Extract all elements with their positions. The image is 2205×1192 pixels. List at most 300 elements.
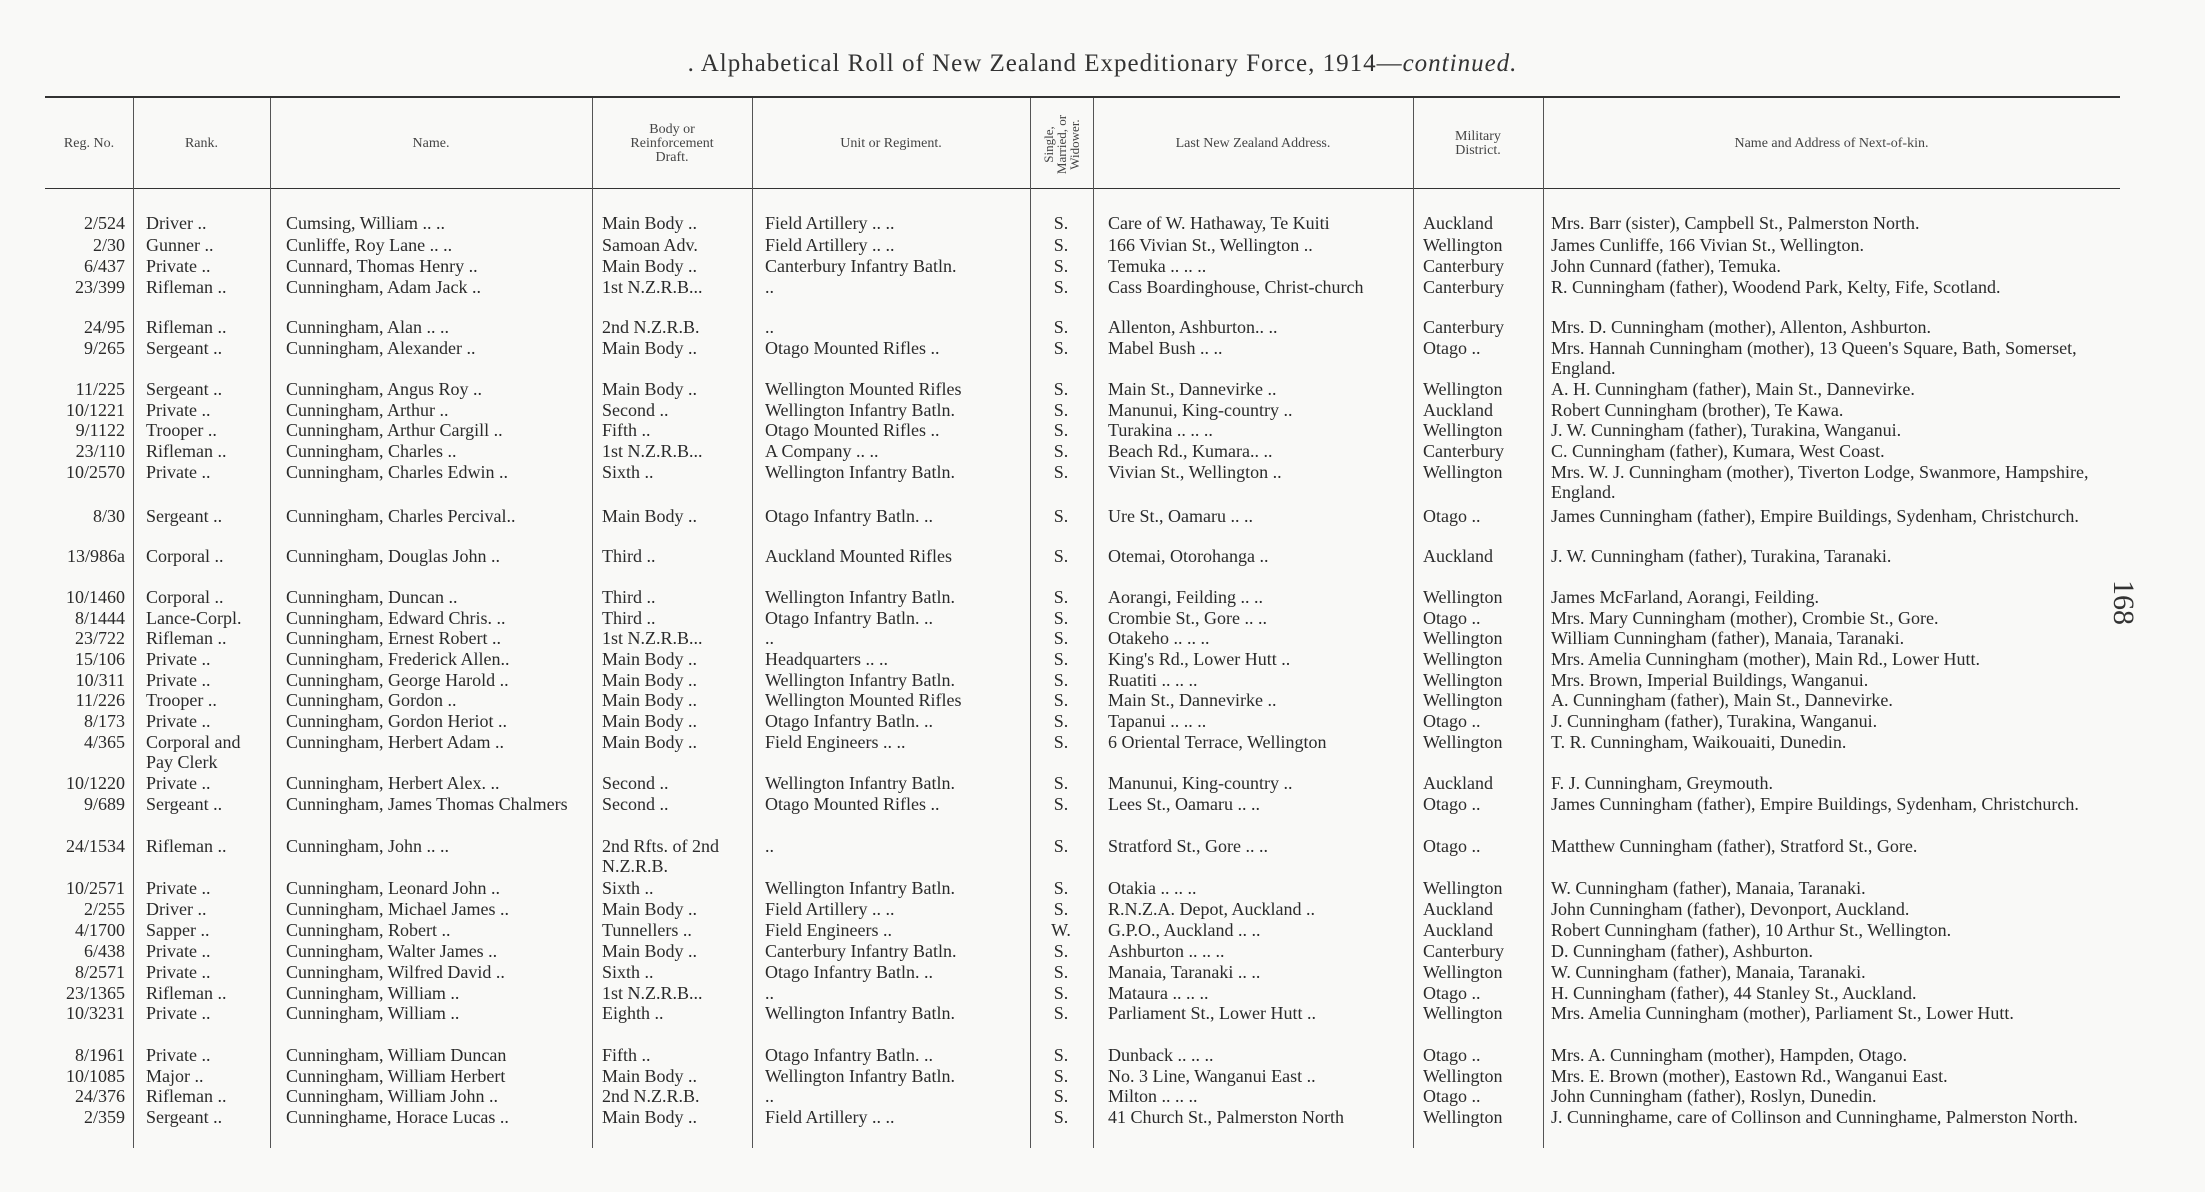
cell-next-of-kin: J. Cunningham (father), Turakina, Wanganui. (1551, 711, 1878, 731)
cell-rank: Sergeant .. (146, 794, 223, 814)
column-divider (270, 98, 271, 1148)
cell-military-district: Otago .. (1423, 338, 1481, 358)
cell-next-of-kin: John Cunningham (father), Devonport, Auckland. (1551, 899, 1910, 919)
cell-soldier-name: Cunnard, Thomas Henry .. (286, 256, 478, 276)
cell-soldier-name: Cunningham, Herbert Adam .. (286, 732, 504, 752)
cell-military-district: Canterbury (1423, 941, 1504, 961)
cell-reg-no: 9/689 (83, 794, 125, 814)
cell-unit: Otago Mounted Rifles .. (765, 420, 940, 440)
cell-marital-status: S. (1053, 1003, 1069, 1023)
cell-soldier-name: Cunningham, Herbert Alex. .. (286, 773, 500, 793)
cell-soldier-name: Cunningham, Charles Percival.. (286, 506, 516, 526)
cell-rank: Sergeant .. (146, 379, 223, 399)
cell-address: Ruatiti .. .. .. (1108, 670, 1198, 690)
cell-unit: Otago Infantry Batln. .. (765, 1045, 933, 1065)
cell-soldier-name: Cunningham, Edward Chris. .. (286, 608, 506, 628)
cell-reg-no: 10/1085 (65, 1066, 125, 1086)
cell-body-draft: 2nd N.Z.R.B. (602, 1086, 700, 1106)
cell-reg-no: 8/2571 (74, 962, 125, 982)
cell-rank: Rifleman .. (146, 277, 227, 297)
cell-rank: Driver .. (146, 899, 207, 919)
cell-military-district: Otago .. (1423, 983, 1481, 1003)
cell-next-of-kin: Mrs. Amelia Cunningham (mother), Parliament St., Lower Hutt. (1551, 1003, 2014, 1023)
cell-marital-status: S. (1053, 213, 1069, 233)
cell-reg-no: 10/3231 (65, 1003, 125, 1023)
header-rank: Rank. (184, 136, 219, 151)
cell-body-draft: Main Body .. (602, 899, 698, 919)
cell-rank: Rifleman .. (146, 983, 227, 1003)
cell-rank: Private .. (146, 400, 211, 420)
cell-next-of-kin: D. Cunningham (father), Ashburton. (1551, 941, 1813, 961)
cell-soldier-name: Cunningham, Angus Roy .. (286, 379, 483, 399)
cell-body-draft: Fifth .. (602, 420, 651, 440)
cell-rank: Major .. (146, 1066, 204, 1086)
cell-reg-no: 24/1534 (65, 836, 125, 856)
cell-next-of-kin: James McFarland, Aorangi, Feilding. (1551, 587, 1819, 607)
cell-reg-no: 13/986a (67, 546, 125, 566)
cell-next-of-kin: Mrs. W. J. Cunningham (mother), Tiverton Lodge, Swanmore, Hampshire, England. (1551, 462, 2089, 502)
cell-unit: Wellington Infantry Batln. (765, 878, 956, 898)
cell-next-of-kin: Matthew Cunningham (father), Stratford St., Gore. (1551, 836, 1918, 856)
cell-body-draft: 1st N.Z.R.B... (602, 983, 703, 1003)
cell-rank: Lance-Corpl. (146, 608, 242, 628)
cell-address: G.P.O., Auckland .. .. (1108, 920, 1261, 940)
cell-next-of-kin: Mrs. D. Cunningham (mother), Allenton, Ashburton. (1551, 317, 1931, 337)
cell-body-draft: Main Body .. (602, 690, 698, 710)
cell-unit: Wellington Mounted Rifles (765, 690, 962, 710)
cell-next-of-kin: John Cunningham (father), Roslyn, Dunedin. (1551, 1086, 1877, 1106)
cell-soldier-name: Cunningham, Gordon Heriot .. (286, 711, 507, 731)
cell-military-district: Auckland (1423, 213, 1493, 233)
cell-next-of-kin: Mrs. E. Brown (mother), Eastown Rd., Wanganui East. (1551, 1066, 1948, 1086)
cell-rank: Private .. (146, 711, 211, 731)
cell-reg-no: 8/30 (92, 506, 125, 526)
cell-soldier-name: Cunningham, Charles Edwin .. (286, 462, 508, 482)
cell-military-district: Canterbury (1423, 256, 1504, 276)
cell-military-district: Wellington (1423, 649, 1503, 669)
cell-soldier-name: Cunliffe, Roy Lane .. .. (286, 235, 453, 255)
cell-military-district: Otago .. (1423, 836, 1481, 856)
cell-body-draft: Main Body .. (602, 732, 698, 752)
cell-address: Manaia, Taranaki .. .. (1108, 962, 1261, 982)
cell-rank: Rifleman .. (146, 628, 227, 648)
cell-military-district: Canterbury (1423, 441, 1504, 461)
cell-rank: Rifleman .. (146, 836, 227, 856)
title-main: . Alphabetical Roll of New Zealand Expeditionary Force, 1914— (687, 50, 1403, 77)
cell-marital-status: S. (1053, 1066, 1069, 1086)
cell-marital-status: S. (1053, 794, 1069, 814)
cell-body-draft: Main Body .. (602, 338, 698, 358)
cell-body-draft: Main Body .. (602, 941, 698, 961)
header-next-of-kin: Name and Address of Next-of-kin. (1734, 136, 1929, 151)
cell-marital-status: S. (1053, 878, 1069, 898)
cell-next-of-kin: H. Cunningham (father), 44 Stanley St., Auckland. (1551, 983, 1917, 1003)
cell-marital-status: S. (1053, 628, 1069, 648)
cell-unit: Wellington Infantry Batln. (765, 773, 956, 793)
cell-soldier-name: Cunningham, William .. (286, 1003, 460, 1023)
cell-next-of-kin: A. Cunningham (father), Main St., Dannevirke. (1551, 690, 1893, 710)
cell-military-district: Wellington (1423, 1066, 1503, 1086)
cell-address: Main St., Dannevirke .. (1108, 690, 1277, 710)
cell-body-draft: Eighth .. (602, 1003, 664, 1023)
cell-military-district: Wellington (1423, 962, 1503, 982)
cell-address: Care of W. Hathaway, Te Kuiti (1108, 213, 1330, 233)
cell-reg-no: 15/106 (74, 649, 125, 669)
cell-marital-status: S. (1053, 277, 1069, 297)
cell-unit: .. (765, 277, 774, 297)
cell-body-draft: Sixth .. (602, 462, 654, 482)
cell-reg-no: 11/226 (75, 690, 125, 710)
cell-body-draft: Main Body .. (602, 506, 698, 526)
cell-body-draft: Second .. (602, 794, 669, 814)
cell-rank: Trooper .. (146, 690, 217, 710)
cell-address: Ure St., Oamaru .. .. (1108, 506, 1253, 526)
cell-next-of-kin: Mrs. A. Cunningham (mother), Hampden, Otago. (1551, 1045, 1907, 1065)
cell-next-of-kin: W. Cunningham (father), Manaia, Taranaki. (1551, 878, 1866, 898)
cell-next-of-kin: James Cunliffe, 166 Vivian St., Wellington. (1551, 235, 1864, 255)
header-district: Military District. (1455, 129, 1501, 158)
cell-address: Manunui, King-country .. (1108, 400, 1293, 420)
cell-address: Main St., Dannevirke .. (1108, 379, 1277, 399)
cell-soldier-name: Cunninghame, Horace Lucas .. (286, 1107, 509, 1127)
cell-unit: Field Artillery .. .. (765, 235, 895, 255)
cell-next-of-kin: T. R. Cunningham, Waikouaiti, Dunedin. (1551, 732, 1847, 752)
cell-unit: Otago Infantry Batln. .. (765, 962, 933, 982)
cell-address: 6 Oriental Terrace, Wellington (1108, 732, 1327, 752)
cell-body-draft: 2nd N.Z.R.B. (602, 317, 700, 337)
cell-body-draft: Samoan Adv. (602, 235, 698, 255)
cell-rank: Private .. (146, 878, 211, 898)
cell-marital-status: S. (1053, 773, 1069, 793)
cell-rank: Sergeant .. (146, 1107, 223, 1127)
cell-address: Dunback .. .. .. (1108, 1045, 1214, 1065)
cell-reg-no: 11/225 (75, 379, 125, 399)
cell-body-draft: Sixth .. (602, 878, 654, 898)
cell-reg-no: 6/438 (83, 941, 125, 961)
header-marital-status-text: Single, Married, or Widower. (1040, 114, 1082, 174)
cell-soldier-name: Cunningham, William Herbert (286, 1066, 506, 1086)
cell-soldier-name: Cunningham, Alan .. .. (286, 317, 449, 337)
cell-reg-no: 23/1365 (65, 983, 125, 1003)
cell-marital-status: S. (1053, 899, 1069, 919)
column-divider (1030, 98, 1031, 1148)
cell-marital-status: S. (1053, 608, 1069, 628)
cell-soldier-name: Cunningham, Walter James .. (286, 941, 498, 961)
cell-military-district: Otago .. (1423, 1086, 1481, 1106)
cell-military-district: Wellington (1423, 1107, 1503, 1127)
cell-body-draft: Main Body .. (602, 1107, 698, 1127)
cell-address: 166 Vivian St., Wellington .. (1108, 235, 1313, 255)
cell-unit: Field Artillery .. .. (765, 899, 895, 919)
cell-marital-status: S. (1053, 338, 1069, 358)
cell-address: Otakeho .. .. .. (1108, 628, 1210, 648)
cell-military-district: Wellington (1423, 1003, 1503, 1023)
cell-address: Parliament St., Lower Hutt .. (1108, 1003, 1316, 1023)
cell-marital-status: S. (1053, 1107, 1069, 1127)
cell-soldier-name: Cunningham, Robert .. (286, 920, 451, 940)
cell-unit: Field Artillery .. .. (765, 1107, 895, 1127)
cell-soldier-name: Cunningham, William Duncan (286, 1045, 507, 1065)
cell-marital-status: S. (1053, 670, 1069, 690)
cell-reg-no: 23/110 (75, 441, 125, 461)
cell-next-of-kin: F. J. Cunningham, Greymouth. (1551, 773, 1774, 793)
page-title (0, 50, 2205, 78)
cell-address: Cass Boardinghouse, Christ-church (1108, 277, 1364, 297)
header-marital-status (1030, 100, 1093, 188)
cell-soldier-name: Cunningham, James Thomas Chalmers (286, 794, 568, 814)
cell-reg-no: 2/30 (92, 235, 125, 255)
cell-next-of-kin: A. H. Cunningham (father), Main St., Dannevirke. (1551, 379, 1915, 399)
cell-reg-no: 10/311 (75, 670, 125, 690)
cell-unit: Otago Infantry Batln. .. (765, 608, 933, 628)
cell-rank: Private .. (146, 962, 211, 982)
cell-marital-status: S. (1053, 462, 1069, 482)
cell-body-draft: Third .. (602, 587, 656, 607)
cell-address: Mabel Bush .. .. (1108, 338, 1223, 358)
cell-body-draft: Second .. (602, 773, 669, 793)
cell-marital-status: S. (1053, 690, 1069, 710)
cell-body-draft: Main Body .. (602, 213, 698, 233)
cell-address: Allenton, Ashburton.. .. (1108, 317, 1278, 337)
cell-next-of-kin: Mrs. Amelia Cunningham (mother), Main Rd., Lower Hutt. (1551, 649, 1980, 669)
cell-reg-no: 9/265 (83, 338, 125, 358)
cell-military-district: Auckland (1423, 400, 1493, 420)
cell-military-district: Wellington (1423, 235, 1503, 255)
cell-military-district: Auckland (1423, 920, 1493, 940)
cell-rank: Private .. (146, 1003, 211, 1023)
cell-soldier-name: Cunningham, Arthur .. (286, 400, 449, 420)
cell-unit: .. (765, 1086, 774, 1106)
cell-soldier-name: Cunningham, Douglas John .. (286, 546, 500, 566)
cell-rank: Private .. (146, 941, 211, 961)
cell-reg-no: 9/1122 (75, 420, 125, 440)
header-top-rule (45, 96, 2120, 98)
cell-rank: Sapper .. (146, 920, 210, 940)
cell-military-district: Wellington (1423, 878, 1503, 898)
cell-rank: Private .. (146, 773, 211, 793)
cell-next-of-kin: Mrs. Brown, Imperial Buildings, Wanganui. (1551, 670, 1869, 690)
cell-body-draft: Main Body .. (602, 649, 698, 669)
header-unit: Unit or Regiment. (840, 136, 942, 151)
cell-military-district: Auckland (1423, 773, 1493, 793)
cell-next-of-kin: Robert Cunningham (father), 10 Arthur St., Wellington. (1551, 920, 1952, 940)
cell-marital-status: S. (1053, 1086, 1069, 1106)
cell-soldier-name: Cunningham, Frederick Allen.. (286, 649, 510, 669)
cell-marital-status: S. (1053, 441, 1069, 461)
cell-reg-no: 23/399 (74, 277, 125, 297)
cell-marital-status: S. (1053, 711, 1069, 731)
cell-soldier-name: Cunningham, John .. .. (286, 836, 450, 856)
cell-reg-no: 10/2571 (65, 878, 125, 898)
cell-reg-no: 10/1221 (65, 400, 125, 420)
cell-body-draft: Fifth .. (602, 1045, 651, 1065)
cell-military-district: Wellington (1423, 462, 1503, 482)
cell-military-district: Canterbury (1423, 277, 1504, 297)
cell-rank: Trooper .. (146, 420, 217, 440)
cell-body-draft: 1st N.Z.R.B... (602, 628, 703, 648)
cell-body-draft: 1st N.Z.R.B... (602, 277, 703, 297)
cell-marital-status: S. (1053, 235, 1069, 255)
cell-soldier-name: Cunningham, Gordon .. (286, 690, 457, 710)
cell-body-draft: Sixth .. (602, 962, 654, 982)
cell-marital-status: S. (1053, 420, 1069, 440)
cell-address: 41 Church St., Palmerston North (1108, 1107, 1344, 1127)
cell-military-district: Canterbury (1423, 317, 1504, 337)
title-continued: continued. (1402, 50, 1518, 77)
cell-unit: Headquarters .. .. (765, 649, 888, 669)
cell-unit: Wellington Infantry Batln. (765, 670, 956, 690)
cell-address: Manunui, King-country .. (1108, 773, 1293, 793)
cell-marital-status: W. (1051, 920, 1071, 940)
cell-address: R.N.Z.A. Depot, Auckland .. (1108, 899, 1315, 919)
cell-rank: Rifleman .. (146, 441, 227, 461)
cell-marital-status: S. (1053, 379, 1069, 399)
cell-reg-no: 8/1961 (74, 1045, 125, 1065)
page-number: 168 (2107, 580, 2140, 625)
cell-soldier-name: Cunningham, Duncan .. (286, 587, 458, 607)
cell-marital-status: S. (1053, 962, 1069, 982)
cell-next-of-kin: Mrs. Hannah Cunningham (mother), 13 Queen's Square, Bath, Somerset, England. (1551, 338, 2077, 378)
cell-next-of-kin: R. Cunningham (father), Woodend Park, Kelty, Fife, Scotland. (1551, 277, 2001, 297)
cell-reg-no: 10/1460 (65, 587, 125, 607)
cell-body-draft: Third .. (602, 546, 656, 566)
cell-address: Milton .. .. .. (1108, 1086, 1198, 1106)
cell-rank: Sergeant .. (146, 506, 223, 526)
cell-marital-status: S. (1053, 836, 1069, 856)
cell-address: Otemai, Otorohanga .. (1108, 546, 1269, 566)
cell-reg-no: 2/255 (83, 899, 125, 919)
cell-rank: Private .. (146, 1045, 211, 1065)
column-divider (1093, 98, 1094, 1148)
cell-reg-no: 10/1220 (65, 773, 125, 793)
cell-address: Aorangi, Feilding .. .. (1108, 587, 1263, 607)
cell-marital-status: S. (1053, 400, 1069, 420)
cell-unit: Wellington Infantry Batln. (765, 1066, 956, 1086)
cell-unit: Wellington Infantry Batln. (765, 400, 956, 420)
cell-rank: Sergeant .. (146, 338, 223, 358)
column-divider (133, 98, 134, 1148)
cell-soldier-name: Cunningham, Charles .. (286, 441, 457, 461)
cell-address: Turakina .. .. .. (1108, 420, 1213, 440)
cell-rank: Corporal .. (146, 587, 224, 607)
cell-reg-no: 24/95 (83, 317, 125, 337)
cell-soldier-name: Cunningham, George Harold .. (286, 670, 509, 690)
cell-rank: Gunner .. (146, 235, 214, 255)
cell-unit: Otago Infantry Batln. .. (765, 506, 933, 526)
cell-rank: Private .. (146, 256, 211, 276)
cell-address: Stratford St., Gore .. .. (1108, 836, 1268, 856)
cell-address: Ashburton .. .. .. (1108, 941, 1225, 961)
cell-unit: Field Engineers .. .. (765, 732, 906, 752)
cell-address: Tapanui .. .. .. (1108, 711, 1207, 731)
cell-unit: Auckland Mounted Rifles (765, 546, 952, 566)
column-divider (592, 98, 593, 1148)
cell-soldier-name: Cunningham, William .. (286, 983, 460, 1003)
cell-address: Beach Rd., Kumara.. .. (1108, 441, 1273, 461)
cell-marital-status: S. (1053, 1045, 1069, 1065)
cell-marital-status: S. (1053, 732, 1069, 752)
cell-military-district: Wellington (1423, 420, 1503, 440)
cell-marital-status: S. (1053, 649, 1069, 669)
cell-reg-no: 23/722 (74, 628, 125, 648)
cell-reg-no: 8/1444 (74, 608, 125, 628)
cell-soldier-name: Cunningham, Ernest Robert .. (286, 628, 501, 648)
header-bottom-rule (45, 188, 2120, 189)
cell-next-of-kin: John Cunnard (father), Temuka. (1551, 256, 1781, 276)
cell-rank: Private .. (146, 462, 211, 482)
cell-unit: Otago Mounted Rifles .. (765, 338, 940, 358)
cell-reg-no: 8/173 (83, 711, 125, 731)
cell-rank: Private .. (146, 670, 211, 690)
cell-military-district: Wellington (1423, 670, 1503, 690)
cell-marital-status: S. (1053, 546, 1069, 566)
cell-body-draft: Main Body .. (602, 1066, 698, 1086)
cell-marital-status: S. (1053, 506, 1069, 526)
cell-next-of-kin: J. Cunninghame, care of Collinson and Cunninghame, Palmerston North. (1551, 1107, 2078, 1127)
cell-military-district: Auckland (1423, 899, 1493, 919)
cell-military-district: Wellington (1423, 628, 1503, 648)
cell-marital-status: S. (1053, 941, 1069, 961)
cell-body-draft: Third .. (602, 608, 656, 628)
cell-reg-no: 4/1700 (74, 920, 125, 940)
header-body-draft: Body or Reinforcement Draft. (630, 122, 714, 165)
cell-unit: Wellington Mounted Rifles (765, 379, 962, 399)
cell-unit: Canterbury Infantry Batln. (765, 256, 957, 276)
cell-unit: Wellington Infantry Batln. (765, 462, 956, 482)
cell-unit: Otago Mounted Rifles .. (765, 794, 940, 814)
cell-unit: A Company .. .. (765, 441, 879, 461)
cell-unit: Field Artillery .. .. (765, 213, 895, 233)
cell-reg-no: 24/376 (74, 1086, 125, 1106)
column-divider (1543, 98, 1544, 1148)
cell-military-district: Auckland (1423, 546, 1493, 566)
cell-next-of-kin: William Cunningham (father), Manaia, Taranaki. (1551, 628, 1905, 648)
cell-reg-no: 2/359 (83, 1107, 125, 1127)
cell-soldier-name: Cumsing, William .. .. (286, 213, 445, 233)
cell-marital-status: S. (1053, 983, 1069, 1003)
cell-military-district: Wellington (1423, 732, 1503, 752)
cell-soldier-name: Cunningham, Arthur Cargill .. (286, 420, 503, 440)
cell-next-of-kin: Mrs. Barr (sister), Campbell St., Palmerston North. (1551, 213, 1920, 233)
header-address: Last New Zealand Address. (1175, 136, 1331, 151)
cell-unit: Wellington Infantry Batln. (765, 1003, 956, 1023)
cell-rank: Corporal .. (146, 546, 224, 566)
cell-soldier-name: Cunningham, Adam Jack .. (286, 277, 481, 297)
cell-military-district: Wellington (1423, 690, 1503, 710)
cell-military-district: Otago .. (1423, 711, 1481, 731)
cell-body-draft: 2nd Rfts. of 2nd N.Z.R.B. (602, 836, 719, 876)
cell-marital-status: S. (1053, 256, 1069, 276)
cell-next-of-kin: James Cunningham (father), Empire Buildings, Sydenham, Christchurch. (1551, 506, 2079, 526)
cell-address: No. 3 Line, Wanganui East .. (1108, 1066, 1316, 1086)
cell-next-of-kin: James Cunningham (father), Empire Buildings, Sydenham, Christchurch. (1551, 794, 2079, 814)
cell-unit: Field Engineers .. (765, 920, 892, 940)
cell-body-draft: Main Body .. (602, 379, 698, 399)
cell-next-of-kin: C. Cunningham (father), Kumara, West Coast. (1551, 441, 1885, 461)
cell-address: Mataura .. .. .. (1108, 983, 1209, 1003)
header-name: Name. (412, 136, 450, 151)
cell-body-draft: Main Body .. (602, 711, 698, 731)
cell-next-of-kin: Mrs. Mary Cunningham (mother), Crombie St., Gore. (1551, 608, 1939, 628)
cell-marital-status: S. (1053, 587, 1069, 607)
cell-soldier-name: Cunningham, Leonard John .. (286, 878, 500, 898)
cell-military-district: Otago .. (1423, 1045, 1481, 1065)
header-reg-no: Reg. No. (63, 136, 115, 151)
cell-reg-no: 10/2570 (65, 462, 125, 482)
cell-address: Temuka .. .. .. (1108, 256, 1207, 276)
cell-military-district: Wellington (1423, 379, 1503, 399)
cell-soldier-name: Cunningham, Michael James .. (286, 899, 509, 919)
